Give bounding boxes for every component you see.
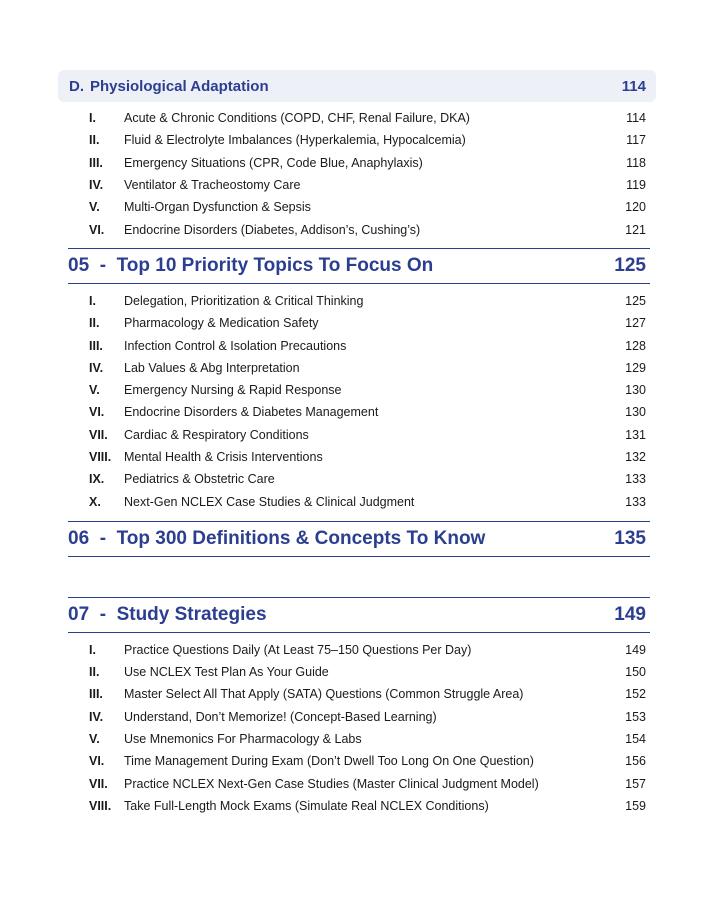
entry-numeral: II.: [89, 665, 100, 680]
entry-numeral: V.: [89, 732, 100, 747]
entry-title: Next-Gen NCLEX Case Studies & Clinical Judgment: [124, 494, 415, 509]
toc-entry[interactable]: [89, 639, 646, 661]
entry-title: Endocrine Disorders (Diabetes, Addison’s, Cushing’s): [124, 222, 421, 237]
table-of-contents: [58, 70, 656, 817]
entry-title: Acute & Chronic Conditions (COPD, CHF, Renal Failure, DKA): [124, 111, 470, 126]
entry-title: Ventilator & Tracheostomy Care: [124, 178, 301, 193]
section-d-entries: [58, 107, 656, 241]
toc-entry[interactable]: [89, 129, 646, 151]
entry-title: Understand, Don’t Memorize! (Concept-Based Learning): [124, 709, 437, 724]
entry-page: 130: [625, 383, 646, 398]
chapter-heading-05[interactable]: [68, 248, 650, 284]
toc-entry[interactable]: [89, 468, 646, 490]
toc-entry[interactable]: [89, 424, 646, 446]
entry-page: 133: [625, 494, 646, 509]
toc-entry[interactable]: [89, 107, 646, 129]
entry-title: Use NCLEX Test Plan As Your Guide: [124, 665, 329, 680]
entry-title: Pharmacology & Medication Safety: [124, 316, 319, 331]
entry-page: 128: [625, 338, 646, 353]
entry-title: Time Management During Exam (Don’t Dwell Too Long On One Question): [124, 754, 534, 769]
entry-numeral: IV.: [89, 178, 104, 193]
chapter-page-number: 125: [614, 254, 646, 276]
toc-entry[interactable]: [89, 196, 646, 218]
entry-title: Practice Questions Daily (At Least 75–150 Questions Per Day): [124, 642, 472, 657]
toc-entry[interactable]: [89, 706, 646, 728]
entry-numeral: IV.: [89, 360, 104, 375]
chapter-page-number: 149: [614, 603, 646, 625]
entry-numeral: II.: [89, 133, 100, 148]
toc-entry[interactable]: [89, 773, 646, 795]
entry-title: Use Mnemonics For Pharmacology & Labs: [124, 732, 362, 747]
toc-entry[interactable]: [89, 795, 646, 817]
entry-title: Multi-Organ Dysfunction & Sepsis: [124, 200, 311, 215]
entry-title: Emergency Nursing & Rapid Response: [124, 383, 342, 398]
toc-entry[interactable]: [89, 357, 646, 379]
entry-title: Pediatrics & Obstetric Care: [124, 472, 275, 487]
entry-page: 121: [625, 222, 646, 237]
entry-page: 118: [626, 155, 646, 170]
toc-entry[interactable]: [89, 446, 646, 468]
entry-page: 120: [625, 200, 646, 215]
entry-title: Infection Control & Isolation Precautions: [124, 338, 347, 353]
entry-page: 127: [625, 316, 646, 331]
toc-entry[interactable]: [89, 174, 646, 196]
entry-page: 157: [625, 776, 646, 791]
toc-entry[interactable]: [89, 334, 646, 356]
entry-numeral: VII.: [89, 776, 108, 791]
entry-numeral: IV.: [89, 709, 104, 724]
chapter-title: 07 - Study Strategies: [68, 603, 267, 625]
entry-numeral: V.: [89, 383, 100, 398]
entry-numeral: VI.: [89, 222, 105, 237]
entry-title: Endocrine Disorders & Diabetes Management: [124, 405, 379, 420]
chapter-heading-07[interactable]: [68, 597, 650, 633]
toc-entry[interactable]: [89, 490, 646, 512]
entry-page: 149: [625, 642, 646, 657]
toc-entry[interactable]: [89, 728, 646, 750]
entry-numeral: VIII.: [89, 450, 112, 464]
chapter-05-entries: [58, 290, 656, 513]
toc-entry[interactable]: [89, 683, 646, 705]
entry-numeral: VIII.: [89, 798, 112, 813]
toc-entry[interactable]: [89, 290, 646, 312]
toc-entry[interactable]: [89, 312, 646, 334]
toc-entry[interactable]: [89, 379, 646, 401]
chapter-heading-06[interactable]: [68, 521, 650, 557]
entry-page: 156: [625, 754, 646, 769]
entry-page: 119: [626, 178, 646, 193]
toc-entry[interactable]: [89, 401, 646, 423]
entry-numeral: III.: [89, 338, 103, 353]
entry-title: Mental Health & Crisis Interventions: [124, 450, 323, 464]
entry-numeral: IX.: [89, 472, 105, 487]
entry-numeral: VI.: [89, 754, 105, 769]
entry-page: 133: [625, 472, 646, 487]
entry-page: 131: [625, 427, 646, 442]
chapter-page-number: 135: [614, 527, 646, 549]
entry-page: 152: [625, 687, 646, 702]
chapter-07-entries: [58, 639, 656, 817]
entry-numeral: III.: [89, 155, 103, 170]
entry-numeral: II.: [89, 316, 100, 331]
entry-page: 125: [625, 293, 646, 308]
entry-page: 153: [625, 709, 646, 724]
section-page-number: 114: [621, 77, 646, 95]
entry-title: Master Select All That Apply (SATA) Questions (Common Struggle Area): [124, 687, 524, 702]
entry-title: Delegation, Prioritization & Critical Thinking: [124, 293, 364, 308]
entry-page: 117: [626, 133, 646, 148]
chapter-title: 06 - Top 300 Definitions & Concepts To Know: [68, 527, 486, 549]
entry-page: 132: [625, 450, 646, 464]
entry-page: 114: [626, 111, 646, 126]
entry-page: 130: [625, 405, 646, 420]
entry-numeral: X.: [89, 494, 101, 509]
toc-entry[interactable]: [89, 750, 646, 772]
entry-numeral: VII.: [89, 427, 108, 442]
entry-title: Cardiac & Respiratory Conditions: [124, 427, 309, 442]
entry-numeral: I.: [89, 111, 96, 126]
entry-page: 129: [625, 360, 646, 375]
entry-numeral: I.: [89, 293, 96, 308]
entry-numeral: VI.: [89, 405, 105, 420]
entry-title: Emergency Situations (CPR, Code Blue, Anaphylaxis): [124, 155, 423, 170]
entry-numeral: V.: [89, 200, 100, 215]
toc-entry[interactable]: [89, 152, 646, 174]
section-letter: D.: [69, 77, 84, 95]
entry-title: Practice NCLEX Next-Gen Case Studies (Master Clinical Judgment Model): [124, 776, 539, 791]
entry-page: 159: [625, 798, 646, 813]
entry-title: Fluid & Electrolyte Imbalances (Hyperkalemia, Hypocalcemia): [124, 133, 466, 148]
chapter-title: 05 - Top 10 Priority Topics To Focus On: [68, 254, 434, 276]
entry-page: 154: [625, 732, 646, 747]
section-heading-physiological-adaptation[interactable]: [58, 70, 656, 102]
entry-title: Lab Values & Abg Interpretation: [124, 360, 300, 375]
section-title: Physiological Adaptation: [90, 77, 269, 95]
entry-title: Take Full-Length Mock Exams (Simulate Real NCLEX Conditions): [124, 798, 489, 813]
entry-numeral: III.: [89, 687, 103, 702]
toc-entry[interactable]: [89, 218, 646, 240]
entry-numeral: I.: [89, 642, 96, 657]
toc-entry[interactable]: [89, 661, 646, 683]
entry-page: 150: [625, 665, 646, 680]
